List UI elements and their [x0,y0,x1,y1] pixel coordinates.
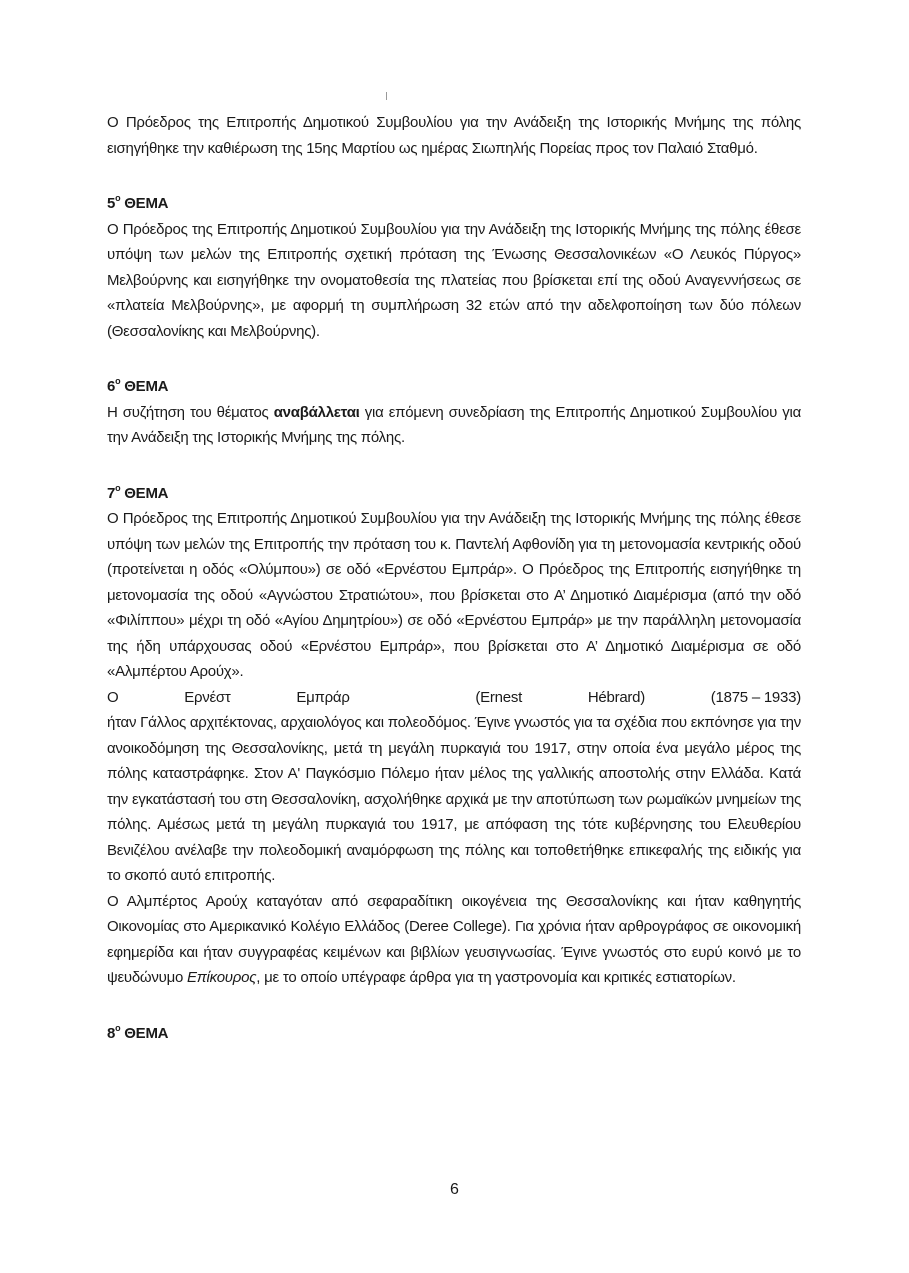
section-6-paragraph: Η συζήτηση του θέματος αναβάλλεται για επόμενη συνεδρίαση της Επιτροπής Δημοτικού Συμβουλίου για την Ανάδειξη της Ιστορικής Μνήμης της πόλης. [107,403,801,446]
scan-artifact [386,92,387,100]
section-7-paragraph: Ο Πρόεδρος της Επιτροπής Δημοτικού Συμβουλίου για την Ανάδειξη της Ιστορικής Μνήμης της πόλης έθεσε υπόψη των μελών της Επιτροπής την πρόταση του κ. Παντελή Αφθονίδη για τη μετονομασία κεντρικής οδού (προτείνεται η οδός «Ολύμπου») σε οδό «Ερνέστου Εμπράρ». Ο Πρόεδρος της Επιτροπής εισηγήθηκε τη μετονομασία της οδού «Αγνώστου Στρατιώτου», που βρίσκεται στο Α’ Δημοτικό Διαμέρισμα (από την οδό «Φιλίππου» μέχρι τη οδό «Αγίου Δημητρίου») σε οδό «Ερνέστου Εμπράρ» με την παράλληλη μετονομασία της ήδη υπάρχουσας οδού «Ερνέστου Εμπράρ», που βρίσκεται στο Α’ Δημοτικό Διαμέρισμα σε οδό «Αλμπέρτου Αρούχ». [107,510,801,680]
document-body [107,110,801,1046]
section-heading-7: $7^o$ ΘΕΜΑ [107,482,169,502]
postponed-emphasis: αναβάλλεται [273,403,360,421]
page-number: 6 [450,1181,459,1198]
intro-paragraph: Ο Πρόεδρος της Επιτροπής Δημοτικού Συμβουλίου για την Ανάδειξη της Ιστορικής Μνήμης της πόλης εισηγήθηκε την καθιέρωση της 15ης Μαρτίου ως ημέρας Σιωπηλής Πορείας προς τον Παλαιό Σταθμό. [107,114,801,157]
section-heading-5: $5^o$ ΘΕΜΑ [107,193,169,212]
section-5-paragraph: Ο Πρόεδρος της Επιτροπής Δημοτικού Συμβουλίου για την Ανάδειξη της Ιστορικής Μνήμης της πόλης έθεσε υπόψη των μελών της Επιτροπής σχετική πρόταση της Ένωσης Θεσσαλονικέων «Ο Λευκός Πύργος» Μελβούρνης και εισηγήθηκε την ονοματοθεσία της πλατείας που βρίσκεται επί της οδού Αναγεννήσεως σε «πλατεία Μελβούρνης», με αφορμή τη συμπλήρωση 32 ετών από την αδελφοποίηση των δύο πόλεων (Θεσσαλονίκης και Μελβούρνης). [107,220,801,340]
arouch-bio-paragraph: Ο Αλμπέρτος Αρούχ καταγόταν από σεφαραδίτικη οικογένεια της Θεσσαλονίκης και ήταν καθηγητής Οικονομίας στο Αμερικανικό Κολέγιο Ελλάδος (Deree College). Για χρόνια ήταν αρθρογράφος σε οικονομική εφημερίδα και ήταν συγγραφέας κειμένων και βιβλίων γευσιγνωσίας. Έγινε γνωστός στο ευρύ κοινό με το ψευδώνυμο Επίκουρος, με το οποίο υπέγραφε άρθρα για τη γαστρονομία και κριτικές εστιατορίων. [107,892,801,986]
hebrard-title-line: Ο Ερνέστ Εμπράρ (Ernest Hébrard) (1875 – 1933) [107,688,801,706]
section-heading-8: $8^o$ ΘΕΜΑ [107,1022,169,1042]
pseudonym: Επίκουρος [187,969,257,986]
section-heading-6: $6^o$ ΘΕΜΑ [107,376,169,395]
hebrard-bio-paragraph: ήταν Γάλλος αρχιτέκτονας, αρχαιολόγος και πολεοδόμος. Έγινε γνωστός για τα σχέδια που εκπόνησε για την ανοικοδόμηση της Θεσσαλονίκης, μετά τη μεγάλη πυρκαγιά του 1917, στην οποία ένα μεγάλο μέρος της πόλης καταστράφηκε. Στον Α' Παγκόσμιο Πόλεμο ήταν μέλος της γαλλικής αποστολής στην Ελλάδα. Κατά την εγκατάστασή του στη Θεσσαλονίκη, ασχολήθηκε αρχικά με την αποτύπωση των ρωμαϊκών μνημείων της πόλης. Αμέσως μετά τη μεγάλη πυρκαγιά του 1917, με απόφαση της τότε κυβέρνησης του Ελευθερίου Βενιζέλου ανέλαβε την πολεοδομική αναμόρφωση της πόλης και τοποθετήθηκε επικεφαλής της ειδικής για το σκοπό αυτό επιτροπής. [107,714,801,884]
